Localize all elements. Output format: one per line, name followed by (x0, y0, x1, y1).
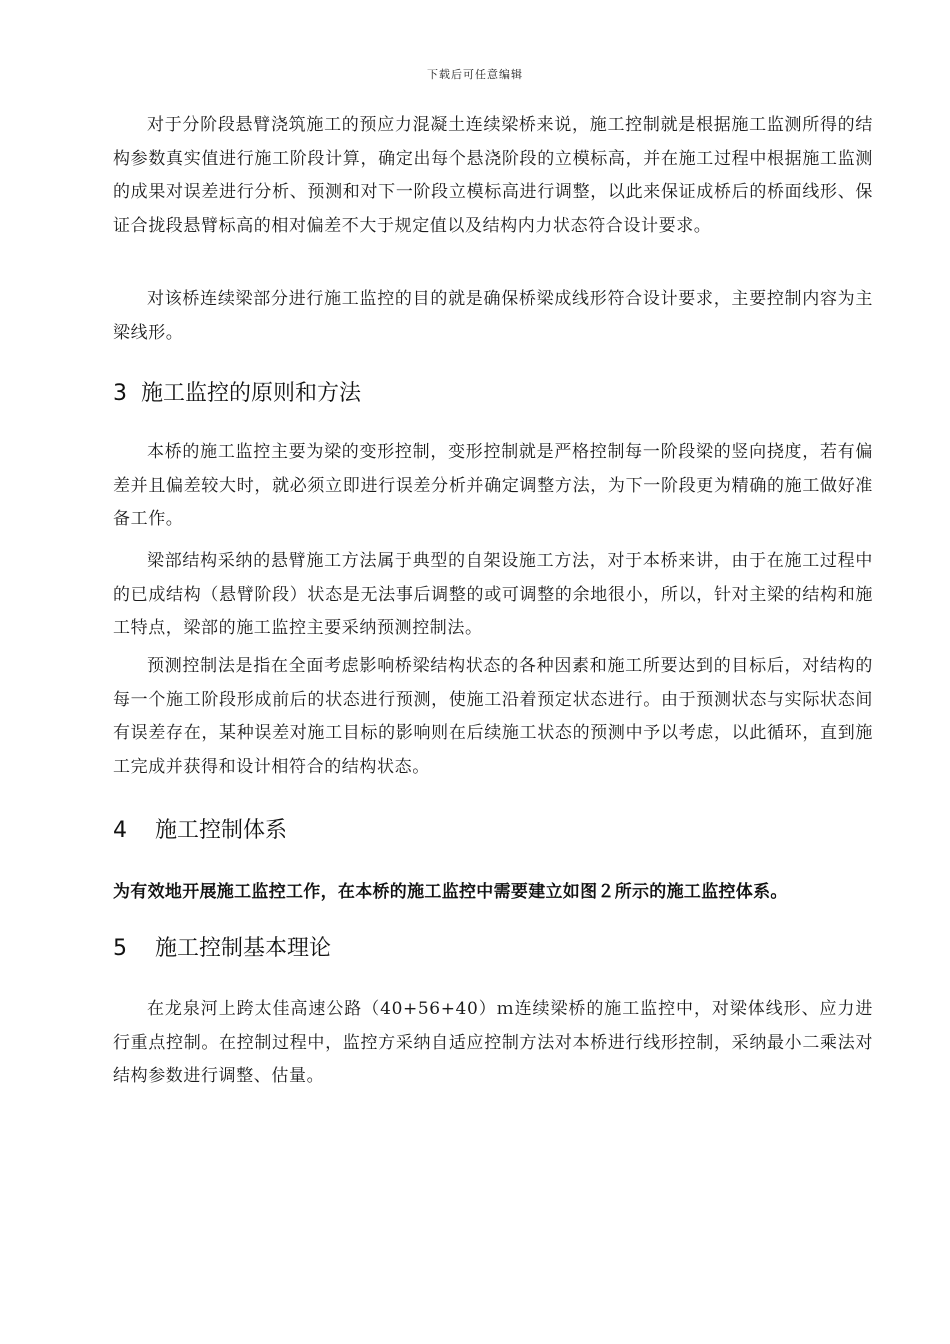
section-number: 5 (113, 936, 127, 961)
page-header: 下载后可任意编辑 (427, 68, 523, 81)
section-title: 施工监控的原则和方法 (141, 381, 362, 406)
section-title: 施工控制基本理论 (154, 936, 331, 961)
section-title: 施工控制体系 (154, 818, 287, 843)
paragraph-control-system: 为有效地开展施工监控工作，在本桥的施工监控中需要建立如图２所示的施工监控体系。 (113, 882, 788, 902)
section-number: 4 (113, 818, 127, 843)
section-heading-4 (113, 813, 287, 844)
section-heading-3 (113, 376, 361, 407)
section-number: 3 (113, 381, 127, 406)
paragraph-control-purpose: 对该桥连续梁部分进行施工监控的目的就是确保桥梁成线形符合设计要求，主要控制内容为主梁线形。 (113, 289, 873, 343)
paragraph-control-definition: 对于分阶段悬臂浇筑施工的预应力混凝土连续梁桥来说，施工控制就是根据施工监测所得的结构参数真实值进行施工阶段计算，确定出每个悬浇阶段的立模标高，并在施工过程中根据施工监测的成果对误差进行分析、预测和对下一阶段立模标高进行调整，以此来保证成桥后的桥面线形、保证合拢段悬臂标高的相对偏差不大于规定值以及结构内力状态符合设计要求。 (113, 115, 873, 236)
paragraph-deformation-control: 本桥的施工监控主要为梁的变形控制，变形控制就是严格控制每一阶段梁的竖向挠度，若有偏差并且偏差较大时，就必须立即进行误差分析并确定调整方法，为下一阶段更为精确的施工做好准备工作。 (113, 442, 873, 529)
paragraph-prediction-control: 预测控制法是指在全面考虑影响桥梁结构状态的各种因素和施工所要达到的目标后，对结构的每一个施工阶段形成前后的状态进行预测，使施工沿着预定状态进行。由于预测状态与实际状态间有误差存在，某种误差对施工目标的影响则在后续施工状态的预测中予以考虑，以此循环，直到施工完成并获得和设计相符合的结构状态。 (113, 656, 873, 777)
paragraph-basic-theory: 在龙泉河上跨太佳高速公路（40+56+40）ｍ连续梁桥的施工监控中，对梁体线形、应力进行重点控制。在控制过程中，监控方采纳自适应控制方法对本桥进行线形控制，采纳最小二乘法对结构参数进行调整、估量。 (113, 999, 873, 1086)
paragraph-cantilever-method: 梁部结构采纳的悬臂施工方法属于典型的自架设施工方法，对于本桥来讲，由于在施工过程中的已成结构（悬臂阶段）状态是无法事后调整的或可调整的余地很小，所以，针对主梁的结构和施工特点，梁部的施工监控主要采纳预测控制法。 (113, 551, 873, 638)
section-heading-5 (113, 931, 331, 962)
